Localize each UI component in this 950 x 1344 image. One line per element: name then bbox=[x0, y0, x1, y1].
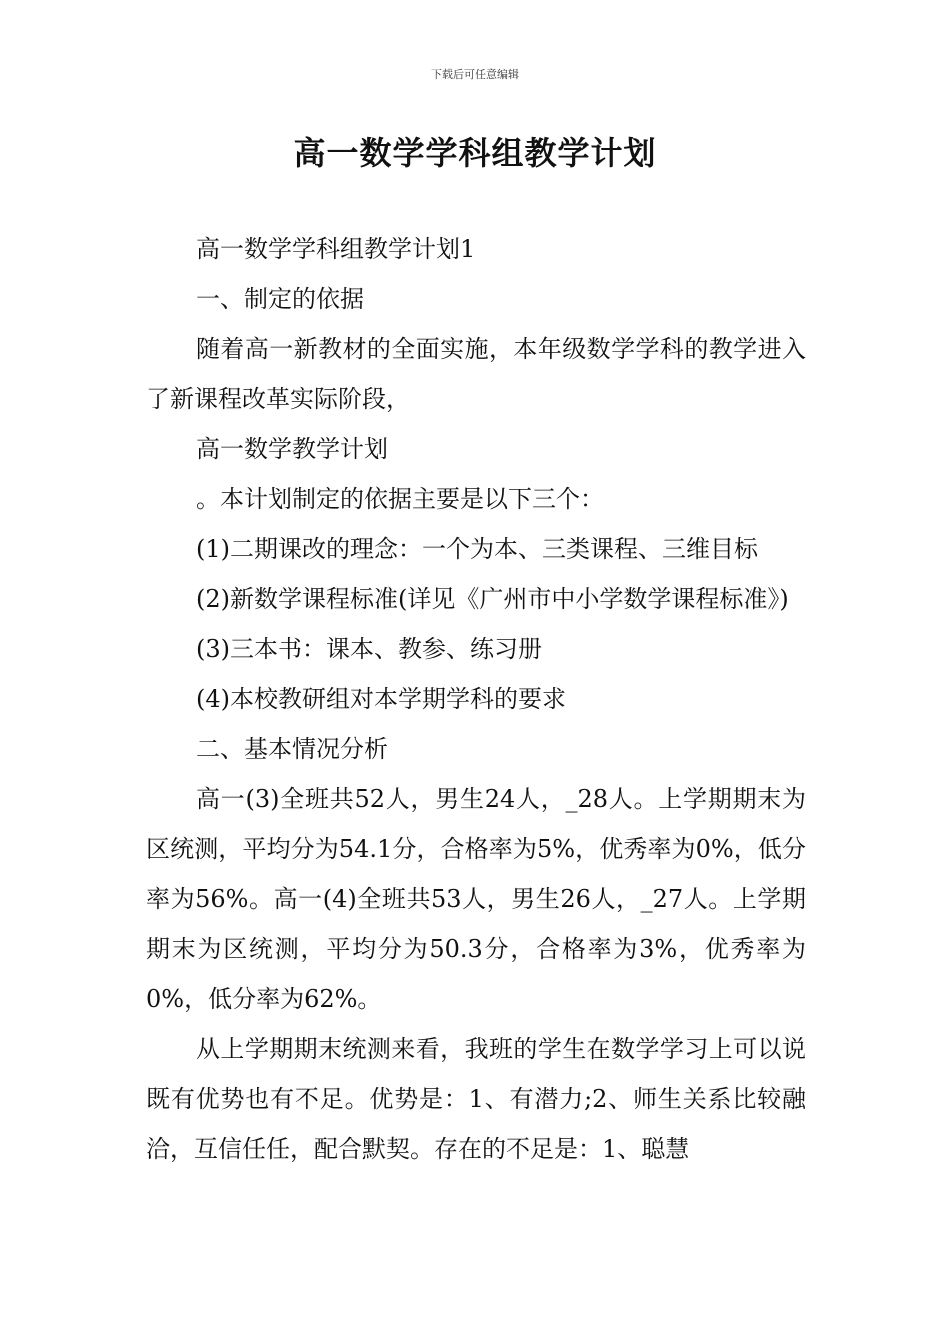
list-item-basis-4: (4)本校教研组对本学期学科的要求 bbox=[196, 685, 566, 713]
paragraph-section-2-heading: 二、基本情况分析 bbox=[196, 735, 388, 763]
paragraph-section-1-heading: 一、制定的依据 bbox=[196, 285, 364, 313]
list-item-basis-3: (3)三本书：课本、教参、练习册 bbox=[196, 635, 542, 663]
page-header-note: 下载后可任意编辑 bbox=[431, 68, 519, 81]
list-item-basis-1: (1)二期课改的理念：一个为本、三类课程、三维目标 bbox=[196, 535, 758, 563]
paragraph-subtitle: 高一数学学科组教学计划1 bbox=[196, 235, 476, 263]
paragraph: 高一数学教学计划 bbox=[196, 435, 388, 463]
paragraph: 。本计划制定的依据主要是以下三个： bbox=[196, 485, 604, 513]
paragraph-analysis: 从上学期期末统测来看，我班的学生在数学学习上可以说既有优势也有不足。优势是：1、有潜力;2、师生关系比较融洽，互信任任，配合默契。存在的不足是：1、聪慧 bbox=[146, 1035, 806, 1163]
paragraph: 随着高一新教材的全面实施，本年级数学学科的教学进入了新课程改革实际阶段， bbox=[146, 335, 806, 413]
document-title: 高一数学学科组教学计划 bbox=[293, 134, 657, 172]
document-body bbox=[146, 224, 806, 1174]
paragraph-class-statistics: 高一(3)全班共52人，男生24人，_28人。上学期期末为区统测，平均分为54.1分，合格率为5%，优秀率为0%，低分率为56%。高一(4)全班共53人，男生26人，_27人。上学期期末为区统测，平均分为50.3分，合格率为3%，优秀率为0%，低分率为62%。 bbox=[146, 785, 806, 1013]
list-item-basis-2: (2)新数学课程标准(详见《广州市中小学数学课程标准》) bbox=[196, 585, 789, 613]
